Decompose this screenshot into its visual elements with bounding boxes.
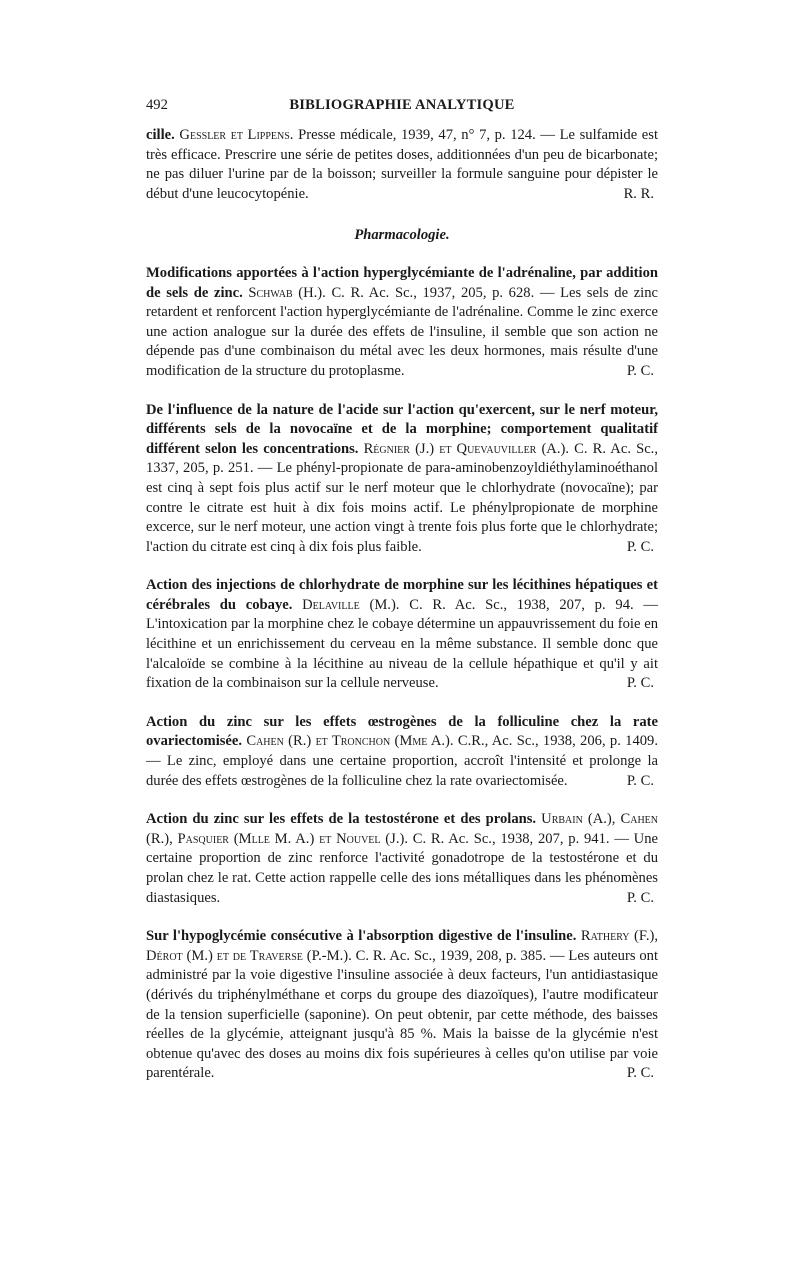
entry-signature: P. C. xyxy=(626,675,654,692)
bibliography-entry xyxy=(146,576,658,694)
entry-signature: P. C. xyxy=(626,889,654,906)
bibliography-entry xyxy=(146,927,658,1084)
entry-authors: Régnier (J.) et Quevauviller (A.). xyxy=(363,440,570,457)
entry-title: Action du zinc sur les effets œstrogènes de la folliculine chez la rate ovariectomisée. xyxy=(146,713,658,750)
entry-body: Presse médicale, 1939, 47, n° 7, p. 124. — Le sulfamide est très efficace. Prescrire une série de petites doses, additionnées d'un peu de bicarbonate; ne pas diluer l'urine par de la boisson; surveiller la formule sanguine pour dépister le début d'une leucocytopénie. xyxy=(146,127,659,202)
entry-authors: Cahen (R.) et Tronchon (Mme A.). xyxy=(246,733,454,750)
entry-title-continuation: cille. xyxy=(146,127,175,143)
entry-signature: R. R. xyxy=(623,185,654,202)
running-header xyxy=(146,96,658,118)
entry-signature: P. C. xyxy=(626,772,654,789)
running-title: BIBLIOGRAPHIE ANALYTIQUE xyxy=(289,97,515,113)
section-heading: Pharmacologie. xyxy=(354,227,450,244)
entry-title: De l'influence de la nature de l'acide sur l'action qu'exercent, sur le nerf moteur, différents sels de la novocaïne et de la morphine; comportement qualitatif différent selon les concentrations. xyxy=(146,401,658,457)
entry-body: C. R. Ac. Sc., 1337, 205, p. 251. — Le phényl-propionate de para-aminobenzoyldiéthylaminoéthanol est cinq à sept fois plus actif sur le nerf moteur que le chlorhydrate (novocaïne); par contre le citrate est huit à dix fois moins actif. Le phénylpropionate de morphine excerce, sur le nerf moteur, une action vingt à trente fois plus forte que le chlorhydrate; l'action du citrate est cinq à dix fois plus faible. xyxy=(146,440,658,555)
entry-authors: Gessler et Lippens. xyxy=(179,127,294,143)
entry-title: Action des injections de chlorhydrate de morphine sur les lécithines hépatiques et cérébrales du cobaye. xyxy=(146,577,658,613)
entry-authors: Urbain (A.), Cahen (R.), Pasquier (Mlle M. A.) et Nouvel (J.). xyxy=(146,811,658,847)
document-page xyxy=(146,96,658,1103)
entry-title: Action du zinc sur les effets de la testostérone et des prolans. xyxy=(146,811,537,828)
entry-body: C. R. Ac. Sc., 1938, 207, p. 941. — Une certaine proportion de zinc renforce l'activité gonadotrope de la testostérone et du prolan chez le rat. Cette action rappelle celle des ions métalliques dans les phénomènes diastasiques. xyxy=(146,830,658,906)
bibliography-entry xyxy=(146,126,658,204)
entry-title: Sur l'hypoglycémie consécutive à l'absorption digestive de l'insuline. xyxy=(146,928,577,945)
entry-body: C. R. Ac. Sc., 1939, 208, p. 385. — Les auteurs ont administré par la voie digestive l'insuline associée à deux facteurs, l'un antidiastasique (dérivés du triphénylméthane et corps du groupe des diazoïques), l'autre modificateur de la tension superficielle (saponine). On peut obtenir, par cette méthode, des baisses réelles de la glycémie, atteignant jusqu'à 85 %. Mais la baisse de la glycémie n'est obtenue qu'avec des doses au moins dix fois supérieures à celles qu'on utilise par voie parentérale. xyxy=(146,947,659,1082)
entry-signature: P. C. xyxy=(626,538,654,555)
entry-authors: Delaville (M.). xyxy=(302,596,400,613)
entry-signature: P. C. xyxy=(626,1065,654,1082)
bibliography-entry xyxy=(146,264,658,382)
entry-authors: Rathery (F.), Dérot (M.) et de Traverse (P.-M.). xyxy=(146,928,658,964)
entry-body: C. R. Ac. Sc., 1937, 205, p. 628. — Les sels de zinc retardent et renforcent l'action hyperglycémiante de l'adrénaline. Comme le zinc exerce une action analogue sur la durée des effets de l'insuline, il semble que son action ne dépende pas d'une combinaison du métal avec les deux hormones, mais résulte d'une modification de la structure du protoplasme. xyxy=(146,284,659,379)
bibliography-entry xyxy=(146,810,658,908)
entry-body: C. R. Ac. Sc., 1938, 207, p. 94. — L'intoxication par la morphine chez le cobaye détermine un appauvrissement du foie en lécithine et un enrichissement du cerveau en la même substance. Il semble donc que l'alcaloïde se combine à la lécithine au niveau de la cellule hépathique et qu'il y ait fixation de la combinaison sur la cellule nerveuse. xyxy=(146,596,658,692)
entry-body: C.R., Ac. Sc., 1938, 206, p. 1409. — Le zinc, employé dans une certaine proportion, accroît l'intensité et prolonge la durée des effets œstrogènes de la folliculine chez la rate ovariectomisée. xyxy=(146,733,658,789)
entry-authors: Schwab (H.). xyxy=(248,284,326,301)
entry-signature: P. C. xyxy=(626,362,654,379)
bibliography-entry xyxy=(146,713,658,791)
page-number: 492 xyxy=(146,97,168,113)
entry-title: Modifications apportées à l'action hyperglycémiante de l'adrénaline, par addition de sels de zinc. xyxy=(146,264,658,301)
bibliography-entry xyxy=(146,401,658,558)
